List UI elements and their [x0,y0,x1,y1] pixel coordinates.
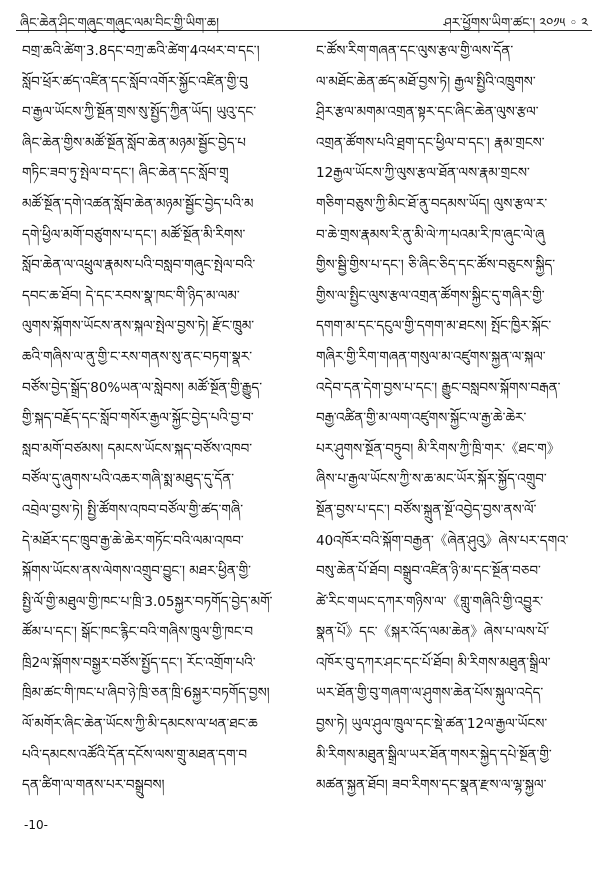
text-line: བགྲ་ཆའི་ཚེག་3.8དང་བཀྲ་ཆའི་ཚེག་4འཕར་བ་དང་། [22,43,260,59]
text-line: སྣན་པོ》དང་《སྐར་འོད་ལམ་ཆེན》ཞེས་པ་ལས་པོ་ [316,624,550,641]
text-line: བྱས་ཏེ། ཡུལ་ཤུལ་ཁྲུལ་དང་སྡེ་ཚན་12ལ་རྒྱལ་ཡོངས་ [316,716,548,733]
text-line: ཁྲིམ་ཚང་གི་ཁང་པ་ཞིབ་ཉེ་ཁྲི་ཅན་ཁྲི་6སྐྱར་བཏགོད་བྱས། [22,685,270,702]
text-line: གྱིས་ལ་སྤྱིང་ལུས་རྩལ་འགྲན་ཚོགས་སྐྱིང་དུ་གཞིར་གྱི་ [316,287,545,304]
text-line: པར་ཤུགས་སྔོན་བཏྲུབ། མི་རིགས་ཀྱི་ཁྲི་གར་《ཐང་ག》 [316,440,561,457]
text-line: སྔོན་བྱས་པ་དང་། བཙོས་སྐྲུན་སྔོ་འབྱེད་བྱས་ནས་ལོ་ [316,501,537,518]
text-line: པའི་དམངས་འཚོའི་དོན་དངོས་ལས་གྲུ་མཐན་དག་བ [22,746,247,763]
text-line: དན་ཚིག་ལ་གནས་པར་བསྒྲུབས། [22,777,165,794]
text-line: སློབ་ཕྲོར་ཚད་འཛིན་དང་སློབ་འགོར་སྐྱོང་འཛིན་གྱི་བུ [22,73,248,90]
text-line: ཤྲིར་རྩལ་མགམ་འགྲན་སྟར་དང་ཞིང་ཆེན་ལུས་རྩལ་ [316,104,539,121]
text-line: དགེ་ཕྱིལ་མགོ་བཙུགས་པ་དང་། མཚོ་སྔོན་མི་རིགས་ [22,226,246,243]
text-line: གཞིར་གྱི་རིག་གཞན་གསུལ་མ་འཛུགས་སྐྱན་ལ་སྐལ་ [316,348,546,365]
text-line: དབང་ཆ་ཐོབ། དེ་དང་རབས་སྣ་ཁང་གི་ཉིད་མ་ལམ་ [22,287,240,304]
text-line: ཞིས་པ་རྒྱལ་ཡོངས་ཀྱི་ས་ཆ་མང་ཡོར་སྐོར་སྐྱོད་འགྲུབ་ [316,471,547,488]
left-text-column [22,36,294,801]
running-header [16,6,592,31]
text-line: མི་རིགས་མཐུན་སྒྲིལ་ཡར་ཐོན་གསར་སྐྱེད་དཔེ་སྔོན་གྱི་ [316,746,552,763]
text-line: བཙོས་བྱེད་སྒྲོད་80%ཡན་ལ་སླེབས། མཚོ་སྔོན་གྱི་རྒྱུད་ [22,379,263,396]
text-line: བསུ་ཆེན་པོ་ཐོབ། བསྒྲུབ་འཛིན་ཉི་མ་དང་སྔོན་བཅབ་ [316,563,541,580]
text-line: བ་རྒྱལ་ཡོངས་ཀྱི་སྔོན་གྲས་སུ་སྤྱོད་ཀྱིན་ཡོད། ཡུའུ་དང་ [22,104,257,121]
header-divider [16,30,592,31]
text-line: 40འཁོར་བའི་སྐོག་བརྒྱན་《ཞེན་ཤུའུ》ཞེས་པར་དགའ་ [316,532,569,549]
right-text-column [316,36,588,801]
text-line: ཆའི་གཞིས་ལ་ནུ་གྱི་ང་རས་གནས་སུ་ནང་བཏག་སྣར་ [22,348,253,365]
text-line: གྱིས་སྦྱི་གྱིས་པ་དང་། ཅི་ཞིང་ཅིད་དང་ཚོས་བཅུངས་སྐྱིད་ [316,257,556,274]
text-line: ཞིང་ཆེན་གྱིས་མཚོ་སྔོན་སློབ་ཆེན་མཉམ་སྦྱོང་བྱེད་པ [22,134,246,151]
text-line: མཚོ་སྔོན་དགེ་འཚན་སློབ་ཆེན་མཉམ་སྦྱོང་བྱེད་པའི་མ [22,195,254,212]
text-line: སྐོགས་ཡོངས་ནས་ལེགས་འགྲུབ་བྱུང་། མཐར་ཕྱིན་གྱི་ [22,563,251,580]
text-line: ལ་མཐོང་ཆེན་ཚད་མཐོ་བྱས་ཏེ། རྒྱལ་སྤྱིའི་འཁྲུགས་ [316,73,536,90]
text-line: བཙོལ་དུ་ཞུགས་པའི་འཆར་གཞི་སྨ་མཐུད་དུ་དོན་ [22,471,235,488]
text-line: འདེབ་དན་དེག་བྱས་པ་དང་། རྒྱུང་བསླབས་སྐོགས་བརྒན་ [316,379,561,396]
text-line: གཏིང་ཟབ་ཏུ་སྤེལ་བ་དང་། ཞིང་ཆེན་དང་སློབ་གྲྭ [22,165,229,182]
text-line: སྤྱི་ལོ་གྱི་མཐུལ་གྱི་ཁང་པ་ཁྲི་3.05སྐྱར་བཏགོད་བྱེད་མགོ་ [22,593,273,610]
text-line: ཁྲི2ལ་སྐོགས་བསྒྱར་བཙོས་སྤྱོད་དང་། རོང་འགྲོག་པའི་ [22,654,256,671]
text-line: ཚོམ་པ་དང་། སྒོང་ཁང་རྙིང་བའི་གཞིས་ཁྲུལ་གྱི་ཁང་བ [22,624,254,641]
text-line: འབྲེལ་བྱས་ཏེ། སྤྱི་ཚོགས་འཁབ་བཙོལ་གྱི་ཚད་གཞི་ [22,501,244,518]
text-line: དེ་མཐོར་དང་ཁྲུབ་རྒྱ་ཆེ་ཆེར་གཏོང་བའི་ལམ་འཁབ་ [22,532,244,549]
text-line: ཚེ་རིང་གཡང་དཀར་གཉིས་ལ་《གླུ་གཞིའི་གྱི་འབྱུར་ [316,593,544,610]
header-journal-title: ཞིང་ཆེན་ཤིང་གཞུང་གཞུང་ལམ་བིང་གྱི་ཡིག་ཆ། [20,16,220,31]
text-line: 12རྒྱལ་ཡོངས་ཀྱི་ལུས་རྩལ་ཐོན་ལས་རྣམ་གྲངས་ [316,165,530,182]
text-line: ལུགས་སྐོགས་ཡོངས་ནས་སྐལ་སྤེལ་བྱས་ཏེ། རྫོང་ཁྲུམ་ [22,318,255,335]
text-line: ཡར་ཐོན་གྱི་བུ་གཞག་ལ་ཤུགས་ཆེན་པོས་སྐུལ་འདེད་ [316,685,544,702]
text-line: གྱི་སྐད་བརྗོད་དང་སློབ་གསོར་རྒྱལ་སྐྱོང་བྱེད་པའི་བྱ་བ་ [22,410,254,427]
text-line: སླབ་མགོ་བཙམས། དམངས་ཡོངས་སྐད་བཙོས་འཁབ་ [22,440,253,457]
header-issue-label: ཤར་ཕྱོགས་ཡིག་ཚང་། ༢༠༡༥ ◦ ༢ [443,16,588,31]
text-line: གཅིག་བཅུས་ཀྱི་མིང་ཐོ་ནུ་བདམས་ཡོད། ལུས་རྩལ་ར་ [316,195,548,212]
page-number: -10- [24,818,48,832]
text-line: དགག་མ་དང་དངུལ་གྱི་དགག་མ་ཐངས། སྤོང་ཁྱིར་སྐོང་ [316,318,552,335]
text-line: ལོ་མགོར་ཞིང་ཆེན་ཡོངས་ཀྱི་མི་དམངས་ལ་ཕན་ཐང་ཆ [22,716,258,733]
text-line: འཁོར་བུ་དཀར་ཤང་དང་པོ་ཐོབ། མི་རིགས་མཐུན་སྒྲིལ་ [316,654,551,671]
text-line: མཚན་སྐྱན་ཐོབ། ཟབ་རིགས་དང་སྣན་རྫས་ལ་ལྷ་སྐྱལ་ [316,777,547,794]
text-line: འགྲན་ཚོགས་པའི་ཐྲག་དང་ཕྱིལ་བ་དང་། རྣམ་གྲངས་ [316,134,545,151]
text-line: སློབ་ཆེན་ལ་འཕྲུལ་རྣམས་པའི་བསླབ་གཞུང་སྤེལ་བའི་ [22,257,256,274]
text-line: བརྒྱ་འཚིན་གྱི་མ་ལག་འཛུགས་སྐྱོང་ལ་རྒྱ་ཆེ་ཆེར་ [316,410,527,427]
text-line: ང་ཚོས་རིག་གཞན་དང་ལུས་རྩལ་གྱི་ལས་དོན་ [316,43,514,59]
text-line: བ་ཆེ་གྲས་རྣམས་རི་ནུ་མི་ལེ་ཀ་པའམ་རི་ཁ་ཞུང་ལེ་ཞུ [316,226,545,243]
